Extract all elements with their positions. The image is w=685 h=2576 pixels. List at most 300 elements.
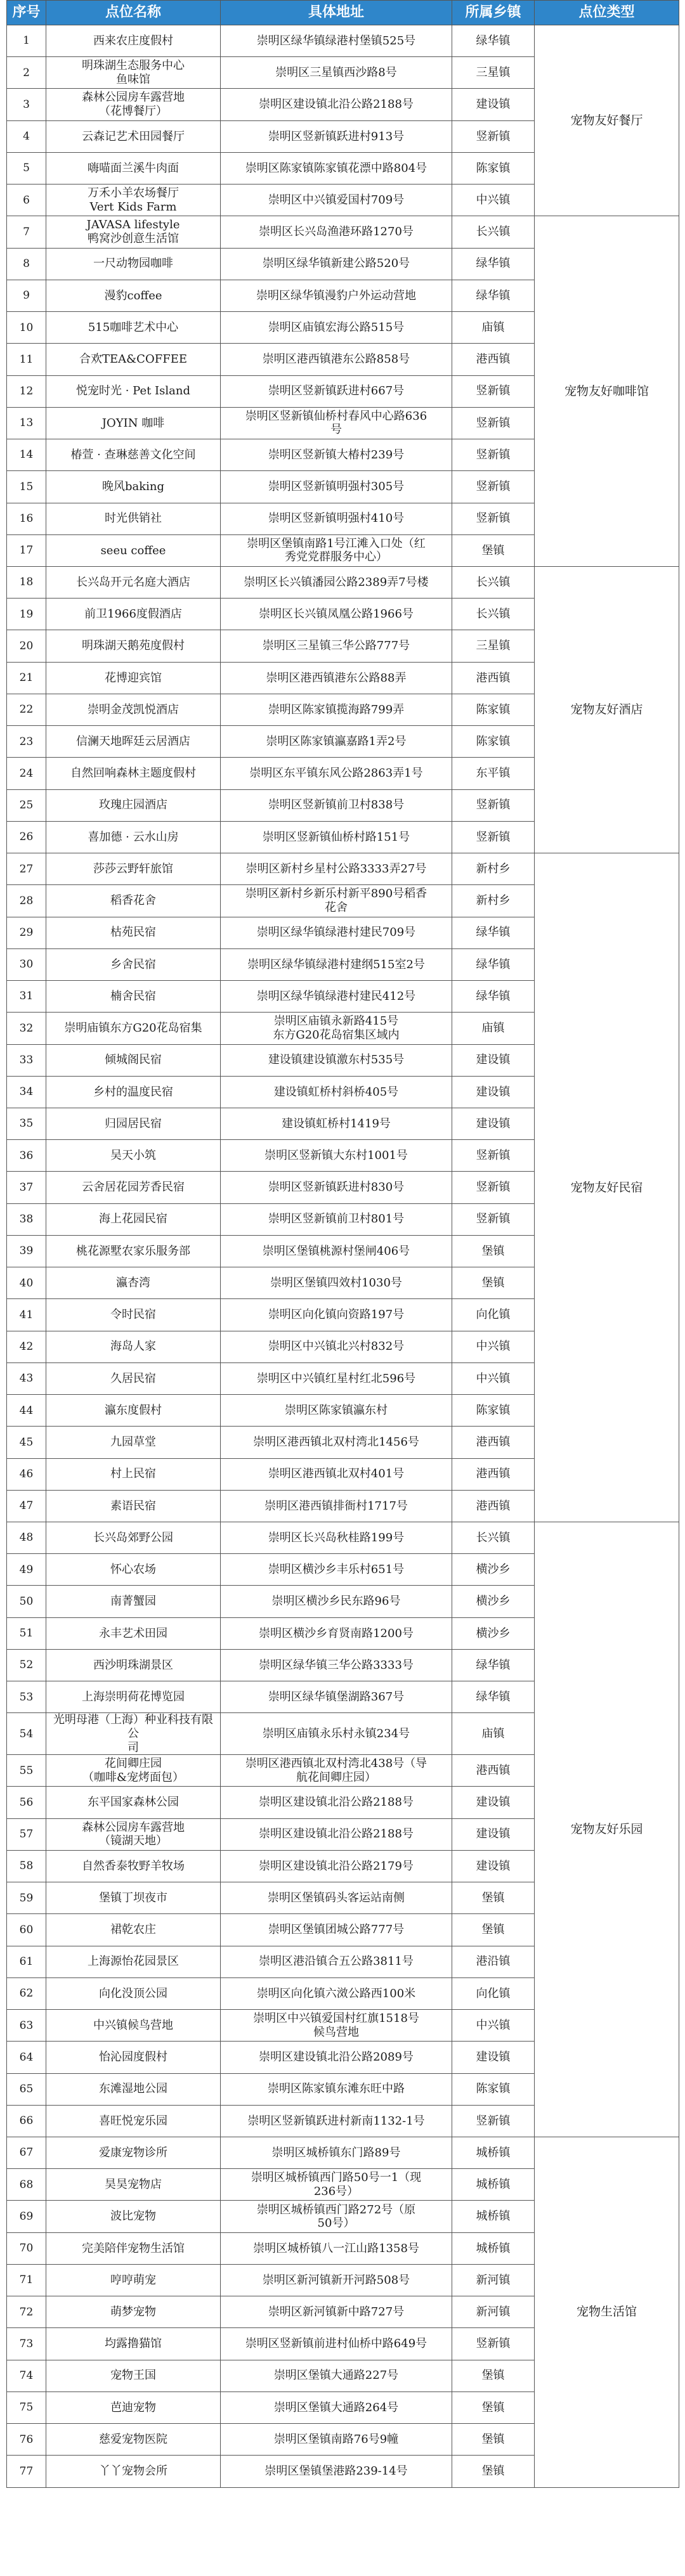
- location-name: 瀛杏湾: [46, 1267, 221, 1299]
- location-address: 崇明区堡镇南路76号9幢: [221, 2424, 452, 2456]
- row-index: 66: [7, 2105, 46, 2137]
- location-town: 中兴镇: [452, 2010, 535, 2042]
- location-town: 港西镇: [452, 1458, 535, 1490]
- location-town: 堡镇: [452, 534, 535, 566]
- location-address: 崇明区三星镇西沙路8号: [221, 57, 452, 89]
- location-town: 横沙乡: [452, 1586, 535, 1617]
- row-index: 34: [7, 1076, 46, 1108]
- location-name: 前卫1966度假酒店: [46, 599, 221, 630]
- location-town: 绿华镇: [452, 248, 535, 280]
- location-address: 崇明区港西镇北双村湾北438号（导 航花间卿庄园）: [221, 1755, 452, 1787]
- location-town: 东平镇: [452, 758, 535, 789]
- location-address: 崇明区建设镇北沿公路2188号: [221, 1787, 452, 1818]
- location-name: 枯苑民宿: [46, 917, 221, 948]
- location-address: 崇明区中兴镇红星村红北596号: [221, 1362, 452, 1394]
- location-name: 怡沁园度假村: [46, 2042, 221, 2073]
- location-town: 竖新镇: [452, 439, 535, 471]
- location-address: 崇明区中兴镇爱国村红旗1518号 候鸟营地: [221, 2010, 452, 2042]
- location-town: 陈家镇: [452, 726, 535, 758]
- location-address: 崇明区城桥镇东门路89号: [221, 2137, 452, 2169]
- location-town: 城桥镇: [452, 2137, 535, 2169]
- location-name: 桃花源墅农家乐服务部: [46, 1235, 221, 1267]
- row-index: 55: [7, 1755, 46, 1787]
- row-index: 22: [7, 694, 46, 725]
- location-address: 崇明区绿华镇绿港村建民412号: [221, 981, 452, 1013]
- location-town: 中兴镇: [452, 1362, 535, 1394]
- location-type-group: 宠物生活馆: [535, 2137, 679, 2488]
- location-address: 崇明区新村乡星村公路3333弄27号: [221, 853, 452, 885]
- row-index: 65: [7, 2073, 46, 2105]
- row-index: 30: [7, 948, 46, 980]
- location-town: 城桥镇: [452, 2201, 535, 2232]
- location-address: 崇明区港西镇北双村401号: [221, 1458, 452, 1490]
- row-index: 35: [7, 1108, 46, 1139]
- location-name: 海岛人家: [46, 1331, 221, 1362]
- location-town: 建设镇: [452, 1818, 535, 1850]
- location-name: 西沙明珠湖景区: [46, 1649, 221, 1681]
- location-address: 崇明区堡镇南路1号江滩入口处（红 秀党党群服务中心）: [221, 534, 452, 566]
- location-town: 绿华镇: [452, 948, 535, 980]
- location-town: 竖新镇: [452, 471, 535, 503]
- location-name: 云森记艺术田园餐厅: [46, 120, 221, 152]
- table-row: [7, 1522, 679, 1554]
- location-town: 三星镇: [452, 630, 535, 662]
- location-address: 崇明区陈家镇瀛嘉路1弄2号: [221, 726, 452, 758]
- location-name: 椿萱 · 查琳慈善文化空间: [46, 439, 221, 471]
- pet-friendly-locations-table: [6, 0, 679, 2488]
- row-index: 71: [7, 2264, 46, 2296]
- header-town: 所属乡镇: [452, 1, 535, 25]
- location-name: 自然香泰牧野羊牧场: [46, 1850, 221, 1882]
- row-index: 74: [7, 2360, 46, 2392]
- row-index: 11: [7, 344, 46, 375]
- location-type-group: 宠物友好餐厅: [535, 25, 679, 216]
- row-index: 20: [7, 630, 46, 662]
- row-index: 14: [7, 439, 46, 471]
- row-index: 57: [7, 1818, 46, 1850]
- location-name: 海上花园民宿: [46, 1203, 221, 1235]
- row-index: 10: [7, 312, 46, 344]
- location-address: 崇明区城桥镇西门路50号一1（现 236号）: [221, 2169, 452, 2201]
- location-town: 建设镇: [452, 1787, 535, 1818]
- location-name: JOYIN 咖啡: [46, 407, 221, 439]
- location-type-group: 宠物友好酒店: [535, 566, 679, 853]
- location-name: 嗨喵面兰溪牛肉面: [46, 152, 221, 184]
- row-index: 2: [7, 57, 46, 89]
- location-address: 崇明区绿华镇新建公路520号: [221, 248, 452, 280]
- location-type-group: 宠物友好民宿: [535, 853, 679, 1522]
- row-index: 32: [7, 1013, 46, 1044]
- row-index: 33: [7, 1044, 46, 1076]
- table-row: [7, 216, 679, 248]
- location-address: 崇明区长兴岛渔港环路1270号: [221, 216, 452, 248]
- location-town: 绿华镇: [452, 1649, 535, 1681]
- location-address: 崇明区竖新镇前进村仙桥中路649号: [221, 2328, 452, 2360]
- location-address: 崇明区建设镇北沿公路2188号: [221, 1818, 452, 1850]
- location-address: 崇明区绿华镇绿港村建民709号: [221, 917, 452, 948]
- location-address: 崇明区建设镇北沿公路2179号: [221, 1850, 452, 1882]
- location-town: 新村乡: [452, 853, 535, 885]
- row-index: 19: [7, 599, 46, 630]
- row-index: 76: [7, 2424, 46, 2456]
- location-name: 哼哼萌宠: [46, 2264, 221, 2296]
- location-town: 向化镇: [452, 1299, 535, 1331]
- location-type-group: 宠物友好咖啡馆: [535, 216, 679, 567]
- location-name: 萌梦宠物: [46, 2296, 221, 2328]
- location-name: 九园草堂: [46, 1427, 221, 1458]
- location-address: 崇明区竖新镇跃进村913号: [221, 120, 452, 152]
- location-town: 陈家镇: [452, 1395, 535, 1427]
- header-row: [7, 1, 679, 25]
- location-town: 横沙乡: [452, 1617, 535, 1649]
- row-index: 23: [7, 726, 46, 758]
- location-town: 长兴镇: [452, 566, 535, 598]
- table-row: [7, 853, 679, 885]
- row-index: 59: [7, 1882, 46, 1914]
- location-town: 竖新镇: [452, 789, 535, 821]
- location-address: 崇明区绿华镇绿港村建纲515室2号: [221, 948, 452, 980]
- location-address: 崇明区竖新镇明强村305号: [221, 471, 452, 503]
- location-name: 喜加德 · 云水山房: [46, 821, 221, 853]
- location-town: 新河镇: [452, 2296, 535, 2328]
- location-name: 瀛东度假村: [46, 1395, 221, 1427]
- location-town: 长兴镇: [452, 216, 535, 248]
- location-name: 东平国家森林公园: [46, 1787, 221, 1818]
- location-name: 明珠湖天鹅苑度假村: [46, 630, 221, 662]
- location-address: 崇明区建设镇北沿公路2089号: [221, 2042, 452, 2073]
- row-index: 3: [7, 89, 46, 120]
- location-name: 明珠湖生态服务中心 鱼味馆: [46, 57, 221, 89]
- location-name: 崇明金茂凯悦酒店: [46, 694, 221, 725]
- location-name: 崇明庙镇东方G20花岛宿集: [46, 1013, 221, 1044]
- table-row: [7, 2137, 679, 2169]
- row-index: 43: [7, 1362, 46, 1394]
- location-name: 一尺动物园咖啡: [46, 248, 221, 280]
- location-name: 向化没顶公园: [46, 1977, 221, 2009]
- location-name: 楠舍民宿: [46, 981, 221, 1013]
- location-town: 三星镇: [452, 57, 535, 89]
- location-town: 绿华镇: [452, 1681, 535, 1713]
- location-address: 崇明区绿华镇漫豹户外运动营地: [221, 280, 452, 311]
- location-town: 中兴镇: [452, 1331, 535, 1362]
- row-index: 12: [7, 375, 46, 407]
- location-town: 港沿镇: [452, 1946, 535, 1977]
- location-town: 堡镇: [452, 2392, 535, 2423]
- location-address: 崇明区陈家镇揽海路799弄: [221, 694, 452, 725]
- location-town: 庙镇: [452, 1713, 535, 1755]
- location-town: 绿华镇: [452, 25, 535, 57]
- location-town: 绿华镇: [452, 981, 535, 1013]
- row-index: 60: [7, 1914, 46, 1946]
- location-address: 崇明区向化镇向资路197号: [221, 1299, 452, 1331]
- header-index: 序号: [7, 1, 46, 25]
- location-address: 崇明区竖新镇仙桥村春风中心路636 号: [221, 407, 452, 439]
- location-town: 陈家镇: [452, 2073, 535, 2105]
- row-index: 9: [7, 280, 46, 311]
- location-town: 竖新镇: [452, 407, 535, 439]
- location-name: 自然回响森林主题度假村: [46, 758, 221, 789]
- row-index: 26: [7, 821, 46, 853]
- row-index: 67: [7, 2137, 46, 2169]
- location-address: 崇明区港西镇港东公路88弄: [221, 662, 452, 694]
- row-index: 21: [7, 662, 46, 694]
- location-town: 建设镇: [452, 1108, 535, 1139]
- location-name: 裙乾农庄: [46, 1914, 221, 1946]
- location-address: 建设镇虹桥村1419号: [221, 1108, 452, 1139]
- location-address: 崇明区向化镇六滧公路西100米: [221, 1977, 452, 2009]
- row-index: 25: [7, 789, 46, 821]
- location-town: 竖新镇: [452, 2105, 535, 2137]
- location-address: 崇明区建设镇北沿公路2188号: [221, 89, 452, 120]
- location-name: 丫丫宠物会所: [46, 2456, 221, 2487]
- row-index: 68: [7, 2169, 46, 2201]
- location-name: 花间卿庄园 （咖啡&宠烤面包）: [46, 1755, 221, 1787]
- row-index: 63: [7, 2010, 46, 2042]
- location-address: 崇明区堡镇大通路264号: [221, 2392, 452, 2423]
- row-index: 58: [7, 1850, 46, 1882]
- location-name: 令时民宿: [46, 1299, 221, 1331]
- row-index: 41: [7, 1299, 46, 1331]
- location-town: 竖新镇: [452, 2328, 535, 2360]
- location-address: 崇明区庙镇永新路415号 东方G20花岛宿集区域内: [221, 1013, 452, 1044]
- table-row: [7, 25, 679, 57]
- location-town: 堡镇: [452, 1267, 535, 1299]
- row-index: 44: [7, 1395, 46, 1427]
- location-address: 崇明区新河镇新开河路508号: [221, 2264, 452, 2296]
- location-address: 崇明区竖新镇跃进村830号: [221, 1172, 452, 1203]
- location-town: 建设镇: [452, 1076, 535, 1108]
- row-index: 50: [7, 1586, 46, 1617]
- row-index: 61: [7, 1946, 46, 1977]
- location-address: 崇明区城桥镇西门路272号（原 50号）: [221, 2201, 452, 2232]
- location-name: 归园居民宿: [46, 1108, 221, 1139]
- location-address: 崇明区港西镇北双村湾北1456号: [221, 1427, 452, 1458]
- location-name: 昊昊宠物店: [46, 2169, 221, 2201]
- row-index: 39: [7, 1235, 46, 1267]
- location-name: 玫瑰庄园酒店: [46, 789, 221, 821]
- row-index: 75: [7, 2392, 46, 2423]
- location-name: 万禾小羊农场餐厅 Vert Kids Farm: [46, 184, 221, 216]
- location-address: 崇明区三星镇三华公路777号: [221, 630, 452, 662]
- row-index: 38: [7, 1203, 46, 1235]
- location-name: 光明母港（上海）种业科技有限公 司: [46, 1713, 221, 1755]
- location-town: 竖新镇: [452, 503, 535, 534]
- row-index: 36: [7, 1140, 46, 1172]
- row-index: 24: [7, 758, 46, 789]
- table-header: [7, 1, 679, 25]
- location-town: 港西镇: [452, 1755, 535, 1787]
- location-address: 建设镇建设镇激东村535号: [221, 1044, 452, 1076]
- row-index: 51: [7, 1617, 46, 1649]
- location-address: 崇明区堡镇码头客运站南侧: [221, 1882, 452, 1914]
- location-town: 堡镇: [452, 2424, 535, 2456]
- location-name: 素语民宿: [46, 1490, 221, 1522]
- header-type: 点位类型: [535, 1, 679, 25]
- row-index: 7: [7, 216, 46, 248]
- location-name: 均露撸猫馆: [46, 2328, 221, 2360]
- row-index: 6: [7, 184, 46, 216]
- row-index: 47: [7, 1490, 46, 1522]
- location-town: 长兴镇: [452, 1522, 535, 1554]
- location-town: 竖新镇: [452, 1172, 535, 1203]
- row-index: 28: [7, 885, 46, 917]
- location-town: 城桥镇: [452, 2232, 535, 2264]
- location-town: 建设镇: [452, 1044, 535, 1076]
- location-name: 倾城阁民宿: [46, 1044, 221, 1076]
- location-name: 慈爱宠物医院: [46, 2424, 221, 2456]
- location-address: 崇明区横沙乡丰乐村651号: [221, 1554, 452, 1586]
- location-name: 东滩湿地公园: [46, 2073, 221, 2105]
- row-index: 53: [7, 1681, 46, 1713]
- location-address: 崇明区竖新镇前卫村801号: [221, 1203, 452, 1235]
- row-index: 54: [7, 1713, 46, 1755]
- location-address: 崇明区竖新镇仙桥村路151号: [221, 821, 452, 853]
- location-address: 崇明区陈家镇陈家镇花漂中路804号: [221, 152, 452, 184]
- location-name: 漫豹coffee: [46, 280, 221, 311]
- location-name: 宠物王国: [46, 2360, 221, 2392]
- location-address: 崇明区港沿镇合五公路3811号: [221, 1946, 452, 1977]
- location-address: 崇明区新河镇新中路727号: [221, 2296, 452, 2328]
- location-address: 崇明区竖新镇大东村1001号: [221, 1140, 452, 1172]
- row-index: 52: [7, 1649, 46, 1681]
- location-address: 崇明区竖新镇跃进村667号: [221, 375, 452, 407]
- location-address: 崇明区绿华镇三华公路3333号: [221, 1649, 452, 1681]
- location-address: 崇明区长兴镇潘园公路2389弄7号楼: [221, 566, 452, 598]
- location-address: 崇明区横沙乡育贤南路1200号: [221, 1617, 452, 1649]
- location-town: 新村乡: [452, 885, 535, 917]
- row-index: 70: [7, 2232, 46, 2264]
- row-index: 45: [7, 1427, 46, 1458]
- location-town: 堡镇: [452, 1235, 535, 1267]
- row-index: 1: [7, 25, 46, 57]
- location-town: 陈家镇: [452, 694, 535, 725]
- table-body: [7, 25, 679, 2488]
- location-address: 崇明区堡镇桃源村堡闸406号: [221, 1235, 452, 1267]
- location-name: 悦宠时光 · Pet Island: [46, 375, 221, 407]
- location-address: 崇明区竖新镇大椿村239号: [221, 439, 452, 471]
- location-name: 村上民宿: [46, 1458, 221, 1490]
- location-name: 合欢TEA&COFFEE: [46, 344, 221, 375]
- row-index: 46: [7, 1458, 46, 1490]
- location-town: 港西镇: [452, 1490, 535, 1522]
- location-address: 崇明区竖新镇跃进村新南1132-1号: [221, 2105, 452, 2137]
- row-index: 64: [7, 2042, 46, 2073]
- row-index: 4: [7, 120, 46, 152]
- row-index: 77: [7, 2456, 46, 2487]
- location-address: 崇明区堡镇四效村1030号: [221, 1267, 452, 1299]
- location-name: 森林公园房车露营地 （花博餐厅）: [46, 89, 221, 120]
- location-address: 崇明区陈家镇东滩东旺中路: [221, 2073, 452, 2105]
- location-town: 堡镇: [452, 2360, 535, 2392]
- location-address: 崇明区横沙乡民东路96号: [221, 1586, 452, 1617]
- location-town: 竖新镇: [452, 1140, 535, 1172]
- location-name: 515咖啡艺术中心: [46, 312, 221, 344]
- row-index: 27: [7, 853, 46, 885]
- location-address: 崇明区陈家镇瀛东村: [221, 1395, 452, 1427]
- location-town: 庙镇: [452, 312, 535, 344]
- table-row: [7, 566, 679, 598]
- location-address: 崇明区庙镇宏海公路515号: [221, 312, 452, 344]
- location-town: 堡镇: [452, 1914, 535, 1946]
- row-index: 56: [7, 1787, 46, 1818]
- row-index: 37: [7, 1172, 46, 1203]
- row-index: 73: [7, 2328, 46, 2360]
- location-name: 完美陪伴宠物生活馆: [46, 2232, 221, 2264]
- location-town: 堡镇: [452, 1882, 535, 1914]
- location-town: 港西镇: [452, 1427, 535, 1458]
- header-address: 具体地址: [221, 1, 452, 25]
- location-name: 怀心农场: [46, 1554, 221, 1586]
- row-index: 17: [7, 534, 46, 566]
- location-name: 云舍居花园芳香民宿: [46, 1172, 221, 1203]
- location-name: 时光供销社: [46, 503, 221, 534]
- location-name: 吴天小筑: [46, 1140, 221, 1172]
- location-name: 上海崇明荷花博览园: [46, 1681, 221, 1713]
- location-town: 庙镇: [452, 1013, 535, 1044]
- location-name: 喜旺悦宠乐园: [46, 2105, 221, 2137]
- location-address: 崇明区堡镇团城公路777号: [221, 1914, 452, 1946]
- location-town: 中兴镇: [452, 184, 535, 216]
- location-address: 崇明区城桥镇八一江山路1358号: [221, 2232, 452, 2264]
- location-town: 陈家镇: [452, 152, 535, 184]
- location-town: 竖新镇: [452, 375, 535, 407]
- row-index: 48: [7, 1522, 46, 1554]
- location-town: 港西镇: [452, 662, 535, 694]
- location-address: 崇明区堡镇大通路227号: [221, 2360, 452, 2392]
- location-name: JAVASA lifestyle 鸭窝沙创意生活馆: [46, 216, 221, 248]
- row-index: 13: [7, 407, 46, 439]
- location-type-group: 宠物友好乐园: [535, 1522, 679, 2137]
- location-name: 花博迎宾馆: [46, 662, 221, 694]
- location-address: 崇明区新村乡新乐村新平890号稻香 花舍: [221, 885, 452, 917]
- location-address: 崇明区中兴镇北兴村832号: [221, 1331, 452, 1362]
- location-town: 城桥镇: [452, 2169, 535, 2201]
- location-town: 横沙乡: [452, 1554, 535, 1586]
- location-name: 信澜天地晖廷云居酒店: [46, 726, 221, 758]
- row-index: 42: [7, 1331, 46, 1362]
- location-name: 永丰艺术田园: [46, 1617, 221, 1649]
- row-index: 40: [7, 1267, 46, 1299]
- location-name: 乡村的温度民宿: [46, 1076, 221, 1108]
- location-town: 绿华镇: [452, 917, 535, 948]
- location-town: 建设镇: [452, 2042, 535, 2073]
- location-name: 稻香花舍: [46, 885, 221, 917]
- row-index: 49: [7, 1554, 46, 1586]
- location-town: 新河镇: [452, 2264, 535, 2296]
- location-address: 崇明区港西镇排衙村1717号: [221, 1490, 452, 1522]
- location-town: 绿华镇: [452, 280, 535, 311]
- location-name: seeu coffee: [46, 534, 221, 566]
- location-name: 中兴镇候鸟营地: [46, 2010, 221, 2042]
- location-town: 竖新镇: [452, 120, 535, 152]
- location-town: 建设镇: [452, 1850, 535, 1882]
- location-town: 向化镇: [452, 1977, 535, 2009]
- row-index: 15: [7, 471, 46, 503]
- location-address: 崇明区庙镇永乐村永镇234号: [221, 1713, 452, 1755]
- location-address: 崇明区中兴镇爱国村709号: [221, 184, 452, 216]
- location-town: 竖新镇: [452, 821, 535, 853]
- location-address: 崇明区绿华镇绿港村堡镇525号: [221, 25, 452, 57]
- location-town: 港西镇: [452, 344, 535, 375]
- location-name: 上海源怡花园景区: [46, 1946, 221, 1977]
- row-index: 16: [7, 503, 46, 534]
- location-address: 崇明区绿华镇堡湖路367号: [221, 1681, 452, 1713]
- location-address: 崇明区东平镇东风公路2863弄1号: [221, 758, 452, 789]
- location-address: 崇明区竖新镇前卫村838号: [221, 789, 452, 821]
- location-name: 乡舍民宿: [46, 948, 221, 980]
- location-name: 长兴岛郊野公园: [46, 1522, 221, 1554]
- row-index: 5: [7, 152, 46, 184]
